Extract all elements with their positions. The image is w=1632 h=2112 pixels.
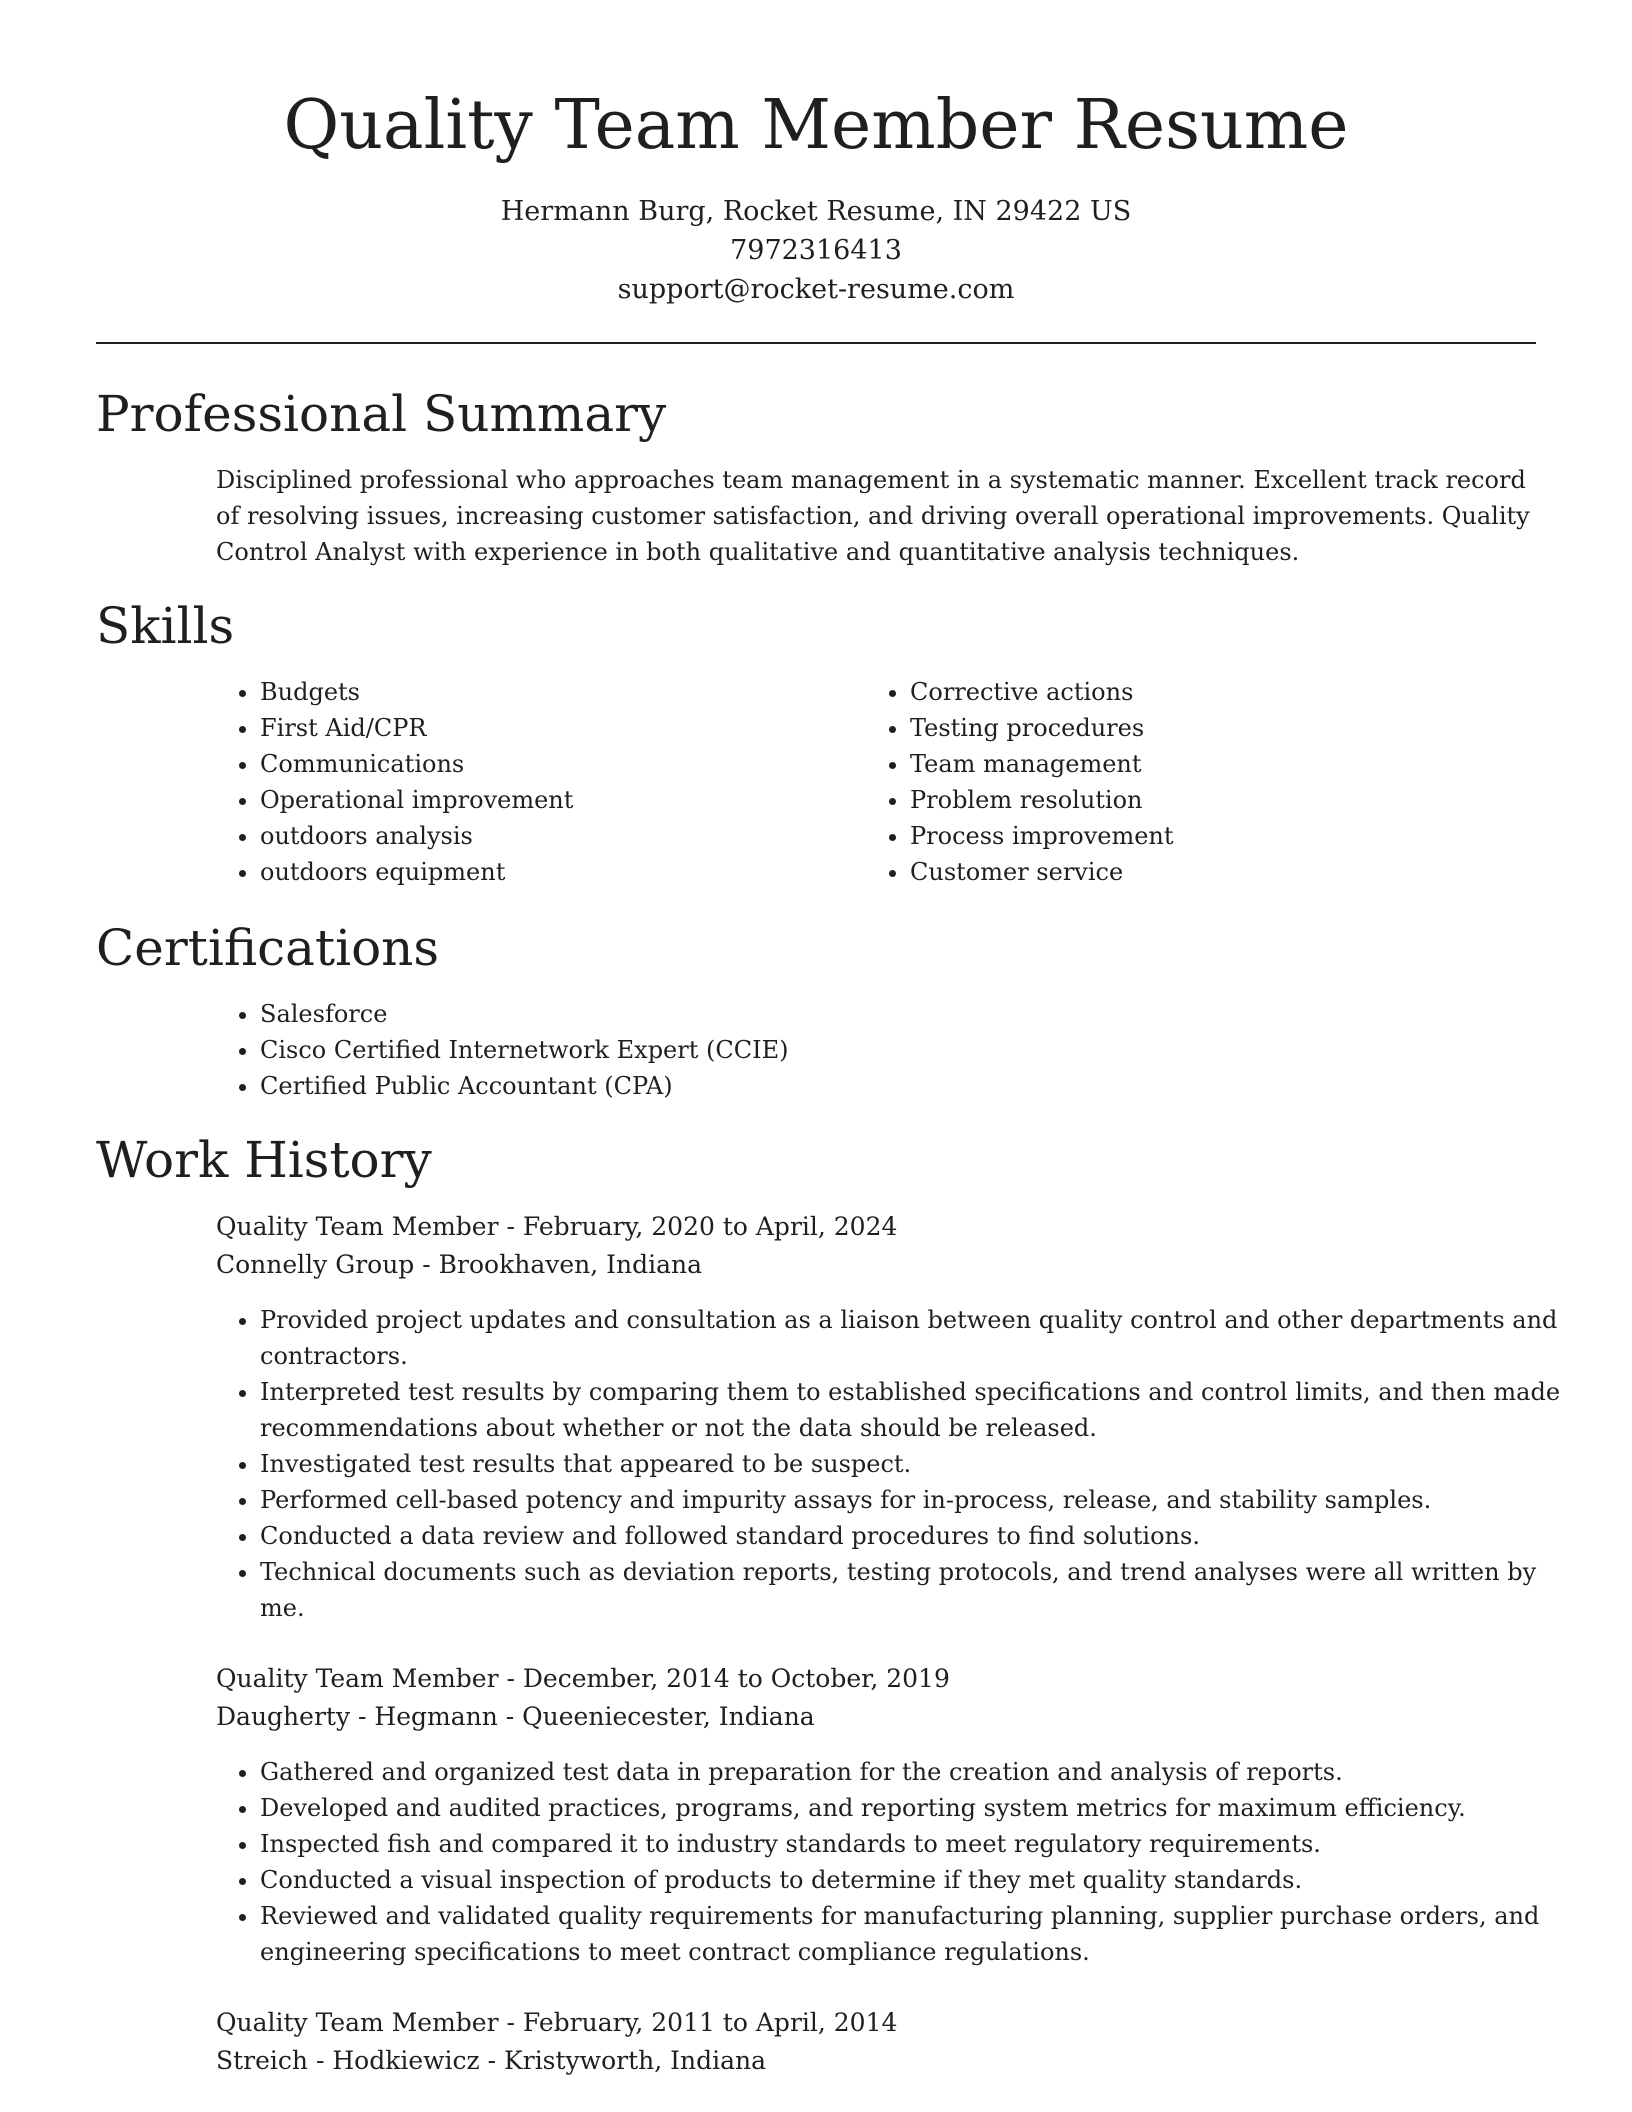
skill-item: • Communications — [260, 746, 860, 782]
certifications-list — [216, 996, 1560, 1104]
job-bullet: • Gathered and organized test data in preparation for the creation and analysis of reports. — [260, 1754, 1580, 1790]
job-title-dates: Quality Team Member - February, 2011 to April, 2014 — [216, 2008, 898, 2037]
job-bullet: • Conducted a visual inspection of products to determine if they met quality standards. — [260, 1862, 1580, 1898]
resume-title: Quality Team Member Resume — [283, 86, 1349, 165]
job-bullet: • Technical documents such as deviation reports, testing protocols, and trend analyses were all written by me. — [260, 1554, 1580, 1626]
skill-item: • Team management — [910, 746, 1550, 782]
job-bullet: • Reviewed and validated quality requirements for manufacturing planning, supplier purchase orders, and engineering specifications to meet contract compliance regulations. — [260, 1898, 1580, 1970]
job-header — [216, 1660, 1536, 1736]
job-bullets — [216, 1302, 1580, 1626]
job-header — [216, 2004, 1536, 2080]
skill-item: • First Aid/CPR — [260, 710, 860, 746]
job-bullet: • Interpreted test results by comparing them to established specifications and control limits, and then made recommendations about whether or not the data should be released. — [260, 1374, 1580, 1446]
job-company-location: Connelly Group - Brookhaven, Indiana — [216, 1250, 703, 1279]
job-title-dates: Quality Team Member - February, 2020 to April, 2024 — [216, 1212, 898, 1241]
summary-text: Disciplined professional who approaches team management in a systematic manner. Excellent track record of resolving issues, increasing customer satisfaction, and driving overall operational improvements. Quality Control Analyst with experience in both qualitative and quantitative analysis techniques. — [216, 466, 1530, 566]
contact-email: support@rocket-resume.com — [617, 274, 1015, 305]
skill-item: • Process improvement — [910, 818, 1550, 854]
job-bullet: • Investigated test results that appeared to be suspect. — [260, 1446, 1580, 1482]
skill-item: • Problem resolution — [910, 782, 1550, 818]
skill-item: • Corrective actions — [910, 674, 1550, 710]
skill-item: • outdoors analysis — [260, 818, 860, 854]
job-bullet: • Performed cell-based potency and impurity assays for in-process, release, and stability samples. — [260, 1482, 1580, 1518]
contact-phone: 7972316413 — [730, 235, 902, 266]
skills-list-right — [866, 674, 1550, 890]
skill-item: • Testing procedures — [910, 710, 1550, 746]
skills-heading: Skills — [96, 597, 235, 655]
certification-item: • Cisco Certified Internetwork Expert (CCIE) — [260, 1032, 1560, 1068]
skill-item: • Operational improvement — [260, 782, 860, 818]
certification-item: • Salesforce — [260, 996, 1560, 1032]
skills-list-left — [216, 674, 860, 890]
job-company-location: Streich - Hodkiewicz - Kristyworth, Indiana — [216, 2046, 767, 2075]
header-divider — [96, 342, 1536, 344]
job-company-location: Daugherty - Hegmann - Queeniecester, Indiana — [216, 1702, 815, 1731]
work-history-heading: Work History — [96, 1131, 432, 1189]
job-title-dates: Quality Team Member - December, 2014 to October, 2019 — [216, 1664, 950, 1693]
certifications-heading: Certifications — [96, 919, 440, 977]
job-bullet: • Inspected fish and compared it to industry standards to meet regulatory requirements. — [260, 1826, 1580, 1862]
skill-item: • Customer service — [910, 854, 1550, 890]
job-bullet: • Developed and audited practices, programs, and reporting system metrics for maximum efficiency. — [260, 1790, 1580, 1826]
skill-item: • outdoors equipment — [260, 854, 860, 890]
job-bullet: • Conducted a data review and followed standard procedures to find solutions. — [260, 1518, 1580, 1554]
job-header — [216, 1208, 1536, 1284]
job-bullet: • Provided project updates and consultation as a liaison between quality control and other departments and contractors. — [260, 1302, 1580, 1374]
contact-address: Hermann Burg, Rocket Resume, IN 29422 US — [500, 196, 1132, 227]
job-bullets — [216, 1754, 1580, 1970]
skill-item: • Budgets — [260, 674, 860, 710]
contact-block — [0, 192, 1632, 309]
certification-item: • Certified Public Accountant (CPA) — [260, 1068, 1560, 1104]
summary-heading: Professional Summary — [96, 385, 667, 443]
